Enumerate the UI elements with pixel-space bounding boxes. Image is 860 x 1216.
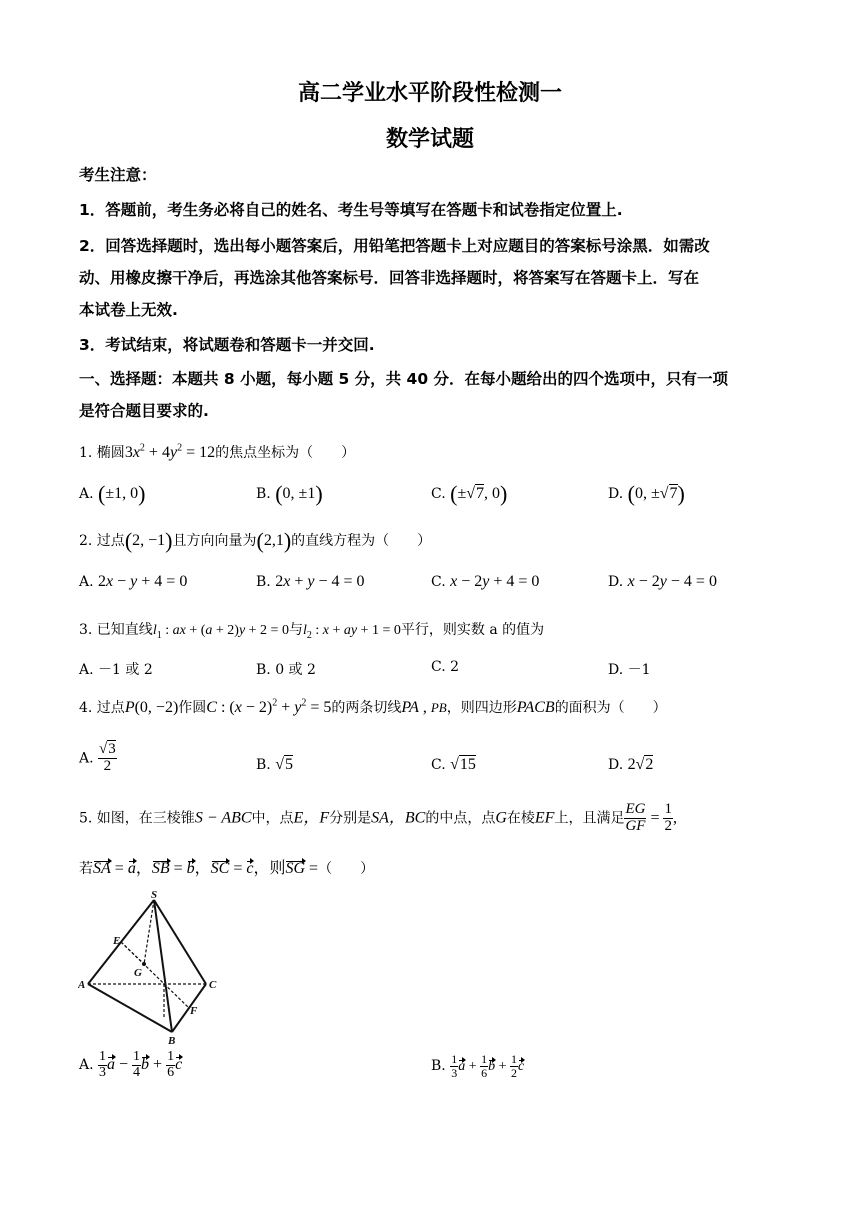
edge-bc — [172, 984, 206, 1032]
notice-item-2-number: 2 — [79, 237, 90, 255]
question-4-prefix: 4. 过点 — [79, 700, 125, 716]
q4-option-d — [608, 756, 653, 774]
q4-option-c — [431, 756, 476, 774]
q2-option-b-label: B. — [256, 574, 271, 590]
q4-option-d-math: 2√2 — [627, 756, 654, 773]
question-5-prefix: 5. 如图，在三棱锥 — [79, 810, 195, 827]
q4-option-a-math: $\frac{√3}{2}$ — [99, 741, 116, 774]
q4-option-d-label: D. — [608, 757, 624, 773]
question-5-line2-suffix: （ ） — [318, 861, 375, 877]
question-5-mid3: 的中点，点 — [425, 810, 496, 827]
q2-option-c — [431, 573, 539, 591]
section-heading-line2: 是符合题目要求的. — [79, 402, 209, 420]
notice-item-2-line2: 动、用橡皮擦干净后，再选涂其他答案标号．回答非选择题时，将答案写在答题卡上．写在 — [79, 269, 700, 287]
figure-label-c: C — [209, 979, 217, 991]
question-2-vector: (2,1) — [256, 528, 292, 553]
question-1-equation: $3x^2 + 4y^2 = 12$ — [124, 442, 216, 461]
notice-item-3-text: ．考试结束，将试题卷和答题卡一并交回. — [89, 336, 375, 354]
question-4-mid1: 作圆 — [178, 700, 207, 716]
question-1 — [79, 442, 355, 462]
q4-option-a-label: A. — [79, 750, 94, 767]
figure-label-b: B — [168, 1035, 176, 1047]
question-5-mid5: 上，且满足 — [554, 810, 625, 827]
q5-option-a-label: A. — [79, 1057, 94, 1074]
notice-item-3 — [79, 333, 375, 355]
page-subtitle: 数学试题 — [385, 127, 474, 152]
question-3 — [79, 619, 544, 641]
notice-item-2 — [79, 234, 710, 256]
question-5-ef: EF — [534, 809, 555, 827]
question-3-suffix: 平行，则实数 a 的值为 — [400, 622, 545, 638]
question-5-pyramid: S − ABC — [194, 809, 252, 827]
question-4-pacb: PACB — [516, 699, 555, 716]
q4-option-c-label: C. — [431, 757, 446, 773]
figure-label-f: F — [190, 1005, 198, 1017]
page-title: 高二学业水平阶段性检测一 — [297, 81, 562, 106]
question-5: 5. 如图，在三棱锥S − ABC中，点E，F分别是SA，BC的中点，点G在棱EF上，且满足 $\frac{EG}{GF}$ = $\frac{1}{2}$ , — [79, 801, 677, 834]
q1-option-c-math: (±√7, 0) — [450, 481, 508, 506]
q2-option-d-math: x − 2y − 4 = 0 — [627, 573, 717, 590]
figure-label-e: E — [113, 935, 121, 947]
q1-option-d-math: (0, ±√7) — [627, 481, 685, 506]
question-1-suffix: 的焦点坐标为（ ） — [215, 445, 356, 461]
q3-option-b: B. 0 或 2 — [256, 662, 316, 678]
notice-item-1-number: 1 — [79, 201, 90, 219]
question-5-edges: SA，BC — [371, 809, 426, 827]
q1-option-b-math: (0, ±1) — [275, 481, 323, 506]
figure-label-a: A — [78, 979, 86, 991]
q3-option-a: A. －1 或 2 — [79, 662, 153, 678]
q2-option-c-math: x − 2y + 4 = 0 — [450, 573, 540, 590]
edge-sc — [154, 900, 206, 984]
q1-option-c — [431, 481, 507, 507]
figure-label-s: S — [151, 889, 158, 901]
question-4-suffix: 的面积为（ ） — [554, 700, 667, 716]
question-3-mid: 与 — [288, 622, 303, 638]
segment-ef — [121, 942, 189, 1008]
question-4-pa: PA — [401, 699, 419, 716]
q1-option-a — [79, 481, 145, 507]
question-2-point: (2, −1) — [124, 528, 173, 553]
q4-option-a — [79, 742, 117, 775]
notice-item-1-text: ．答题前，考生务必将自己的姓名、考生号等填写在答题卡和试卷指定位置上. — [89, 201, 623, 219]
q5-option-b: B. $\frac{1}{3}$ a + $\frac{1}{6}$ b + $\frac{1}{2}$ c — [431, 1052, 525, 1080]
q2-option-a-label: A. — [79, 574, 94, 590]
question-5-ratio-value: $\frac{1}{2}$ — [664, 801, 672, 834]
edge-sb — [154, 900, 172, 1032]
q1-option-c-label: C. — [431, 486, 446, 502]
section-heading-line1: 一、选择题：本题共 8 小题，每小题 5 分，共 40 分．在每小题给出的四个选项中，只有一项 — [79, 370, 729, 388]
q4-option-b-math: √5 — [275, 756, 293, 773]
question-1-prefix: 1. 椭圆 — [79, 445, 125, 461]
edge-ab — [88, 984, 172, 1032]
figure-label-g: G — [134, 967, 142, 979]
question-4 — [79, 697, 667, 717]
q2-option-d — [608, 573, 717, 591]
question-4-pb: PB — [430, 700, 447, 715]
q1-option-a-math: (±1, 0) — [98, 481, 146, 506]
notice-item-2-line3: 本试卷上无效. — [79, 301, 178, 319]
question-4-mid2: 的两条切线 — [331, 700, 402, 716]
q2-option-b — [256, 573, 365, 591]
q4-option-c-math: √15 — [450, 756, 476, 773]
q2-option-b-math: 2x + y − 4 = 0 — [275, 573, 365, 590]
question-5-mid1: 中，点 — [251, 810, 294, 827]
question-5-g: G — [495, 809, 507, 827]
notice-heading: 考生注意： — [79, 166, 157, 184]
question-4-mid3: ，则四边形 — [446, 700, 517, 716]
question-2-prefix: 2. 过点 — [79, 533, 125, 549]
question-4-comma: , — [418, 699, 431, 716]
q1-option-d — [608, 481, 685, 507]
question-4-point: P(0, −2) — [124, 699, 179, 716]
question-3-prefix: 3. 已知直线 — [79, 622, 153, 638]
q3-option-d: D. －1 — [608, 662, 651, 678]
question-5-vectors: SA = a，SB = b，SC = c，则SG = — [93, 860, 319, 877]
question-3-line1: $l_1$ : ax + (a + 2)y + 2 = 0 — [152, 623, 289, 641]
q3-option-c: C. 2 — [431, 659, 460, 675]
question-5-ratio: $\frac{EG}{GF}$ — [625, 801, 646, 834]
q2-option-c-label: C. — [431, 574, 446, 590]
q1-option-d-label: D. — [608, 486, 624, 502]
q4-option-b — [256, 756, 293, 774]
notice-item-3-number: 3 — [79, 336, 90, 354]
question-5-points: E，F — [293, 809, 330, 827]
question-2 — [79, 528, 431, 554]
q2-option-d-label: D. — [608, 574, 624, 590]
q1-option-b — [256, 481, 323, 507]
point-g — [142, 962, 146, 966]
q2-option-a — [79, 573, 187, 591]
notice-item-1 — [79, 198, 623, 220]
tetrahedron-figure — [78, 888, 228, 1048]
question-5-mid2: 分别是 — [329, 810, 372, 827]
notice-item-2-line1: ．回答选择题时，选出每小题答案后，用铅笔把答题卡上对应题目的答案标号涂黑．如需改 — [89, 237, 710, 255]
question-5-mid4: 在棱 — [506, 810, 535, 827]
question-3-line2: $l_2$ : x + ay + 1 = 0 — [302, 623, 401, 641]
q1-option-b-label: B. — [256, 486, 271, 502]
q1-option-a-label: A. — [79, 486, 94, 502]
question-5-line2 — [79, 855, 374, 878]
q2-option-a-math: 2x − y + 4 = 0 — [98, 573, 188, 590]
q5-option-a: A. $\frac{1}{3}$ a − $\frac{1}{4}$ b + $\frac{1}{6}$ c — [79, 1049, 183, 1080]
q5-option-b-label: B. — [431, 1058, 446, 1075]
question-5-line2-prefix: 若 — [79, 861, 93, 877]
question-2-mid: 且方向向量为 — [172, 533, 257, 549]
q4-option-b-label: B. — [256, 757, 271, 773]
question-2-suffix: 的直线方程为（ ） — [291, 533, 432, 549]
question-4-circle: C : $(x - 2)^2 + y^2 = 5$ — [206, 697, 332, 716]
